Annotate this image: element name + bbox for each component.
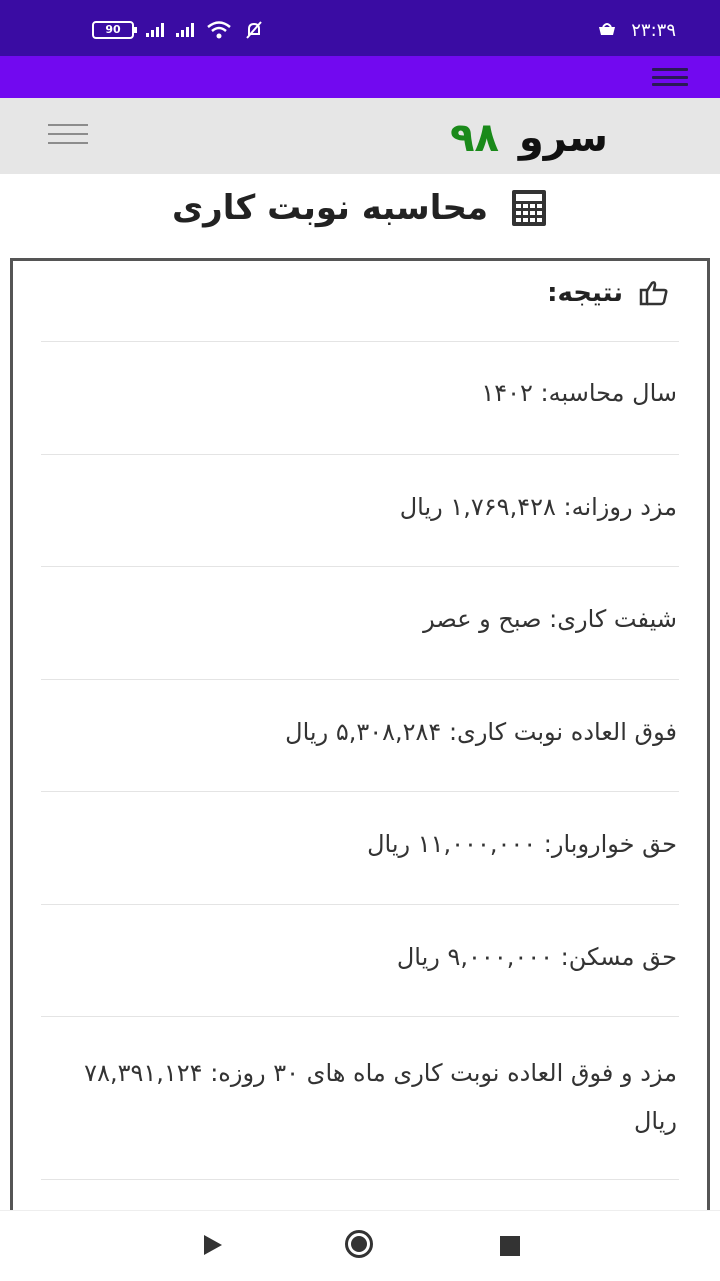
- divider: [41, 791, 679, 792]
- recent-apps-icon[interactable]: [500, 1236, 520, 1256]
- home-icon[interactable]: [345, 1230, 373, 1258]
- row-daily-wage: مزد روزانه: ۱,۷۶۹,۴۲۸ ریال: [399, 493, 677, 521]
- status-bar: [0, 0, 720, 56]
- divider: [41, 341, 679, 342]
- divider: [41, 566, 679, 567]
- result-label: نتیجه:: [547, 278, 623, 308]
- row-calculation-year: سال محاسبه: ۱۴۰۲: [481, 379, 677, 407]
- wifi-icon: [206, 21, 232, 39]
- result-header: [547, 271, 669, 315]
- row-shift-allowance: فوق العاده نوبت کاری: ۵,۳۰۸,۲۸۴ ریال: [285, 718, 677, 746]
- result-card: [10, 258, 710, 1258]
- bell-muted-icon: [244, 20, 264, 40]
- status-icons: [92, 20, 264, 40]
- back-icon[interactable]: [204, 1235, 222, 1255]
- thumbs-up-icon: [637, 280, 669, 306]
- status-time: ۲۳:۳۹: [631, 20, 676, 41]
- divider: [41, 904, 679, 905]
- divider: [41, 454, 679, 455]
- hamburger-menu-icon[interactable]: [652, 68, 688, 86]
- top-app-bar: [0, 56, 720, 98]
- page-title: [0, 178, 720, 238]
- site-logo[interactable]: [450, 116, 608, 160]
- row-monthly-total: مزد و فوق العاده نوبت کاری ماه های ۳۰ روزه: ۷۸,۳۹۱,۱۲۴ ریال: [84, 1059, 677, 1135]
- shopping-basket-icon: [598, 22, 616, 36]
- page-title-text: محاسبه نوبت کاری: [171, 188, 489, 228]
- divider: [41, 1016, 679, 1017]
- logo-number: ۹۸: [450, 115, 499, 161]
- signal-icon-2: [176, 23, 194, 37]
- site-header: [0, 98, 720, 174]
- signal-icon: [146, 23, 164, 37]
- calculator-icon: [510, 189, 548, 227]
- navigation-bar: [0, 1210, 720, 1281]
- row-grocery-allowance: حق خواروبار: ۱۱,۰۰۰,۰۰۰ ریال: [367, 830, 677, 858]
- battery-icon: 90: [92, 21, 134, 39]
- row-work-shift: شیفت کاری: صبح و عصر: [423, 605, 677, 633]
- site-menu-icon[interactable]: [48, 124, 88, 144]
- logo-word: سرو: [518, 115, 608, 161]
- divider: [41, 679, 679, 680]
- row-housing-allowance: حق مسکن: ۹,۰۰۰,۰۰۰ ریال: [396, 943, 677, 971]
- divider: [41, 1179, 679, 1180]
